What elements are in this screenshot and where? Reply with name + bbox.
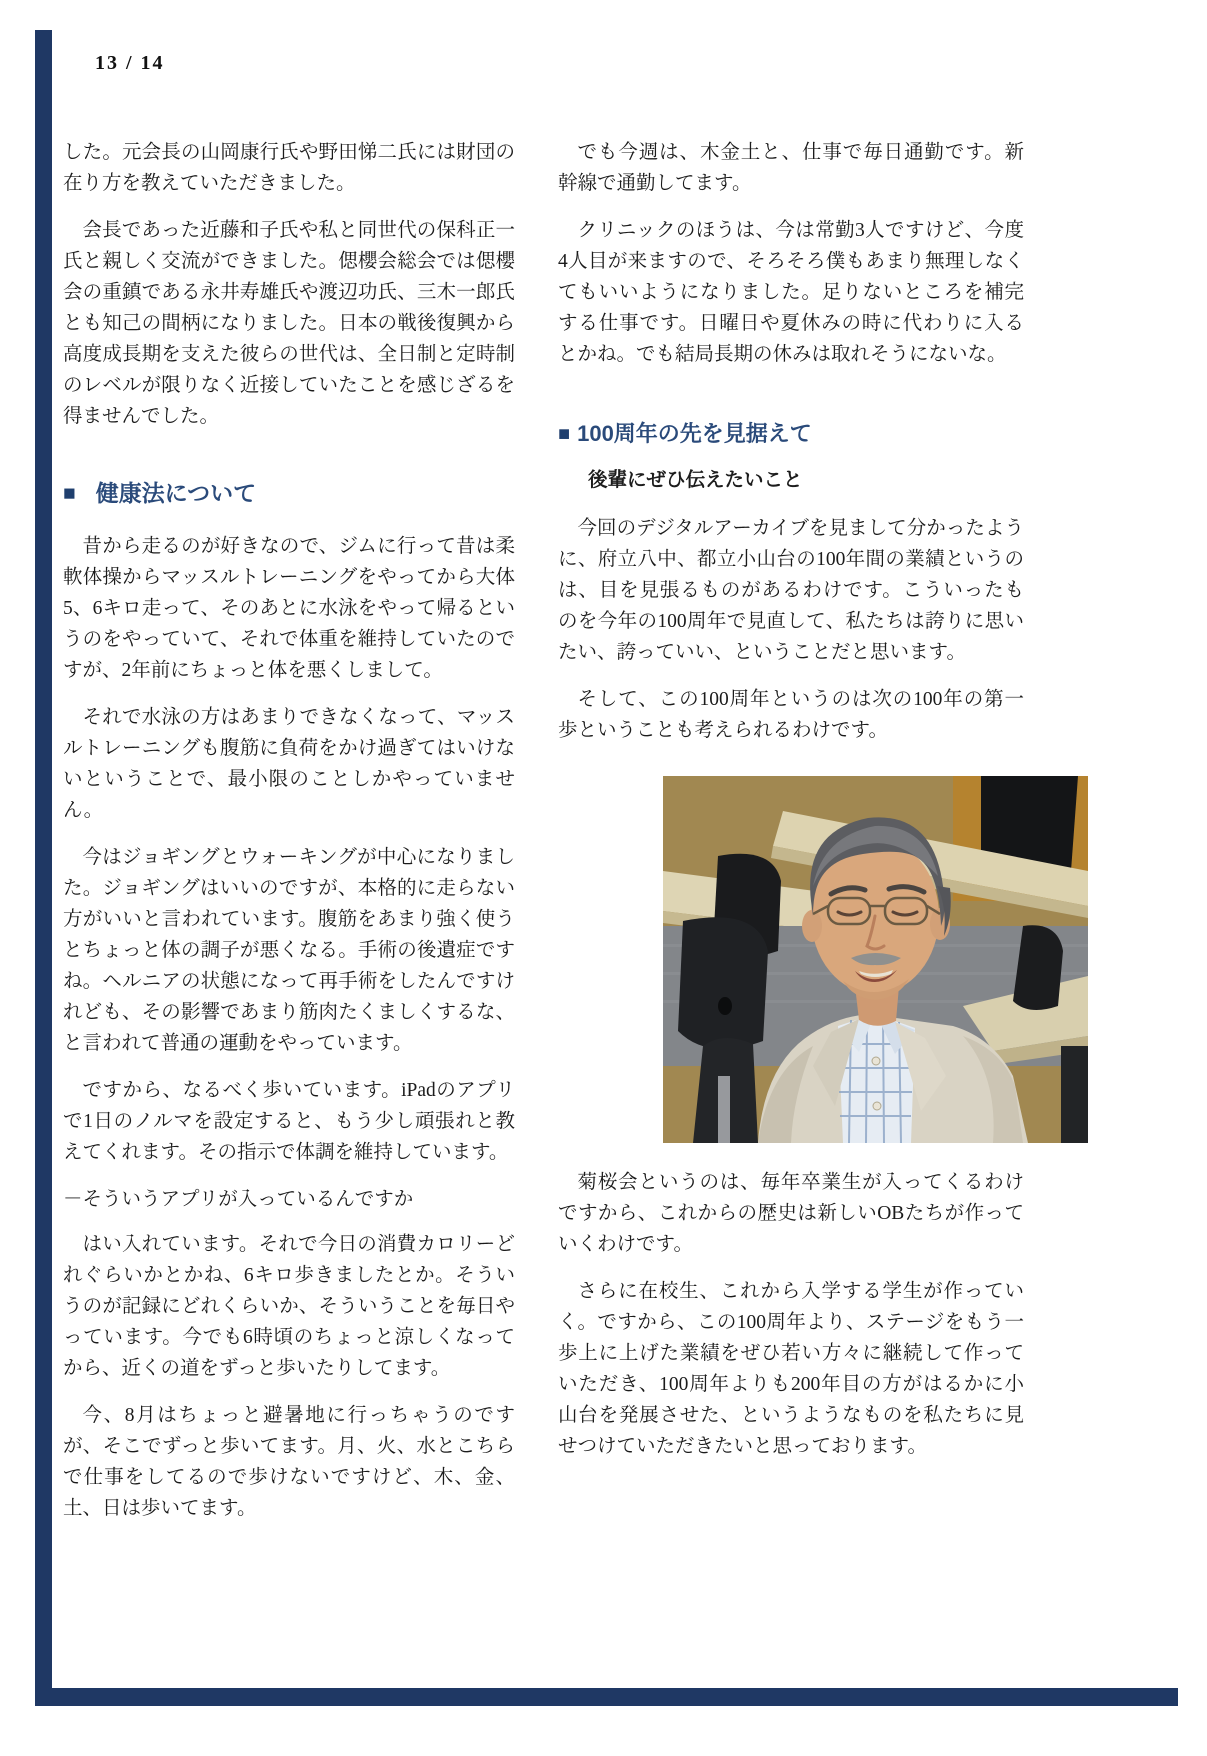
section-heading-centennial: [558, 418, 1024, 449]
body-paragraph: はい入れています。それで今日の消費カロリーどれぐらいかとかね、6キロ歩きましたとか。そういうのが記録にどれくらいか、そういうことを毎日やっています。今でも6時頃のちょっと涼しくなってから、近くの道をずっと歩いたりしてます。: [63, 1234, 515, 1379]
body-paragraph: した。元会長の山岡康行氏や野田悌二氏には財団の在り方を教えていただきました。: [63, 142, 515, 194]
body-paragraph: さらに在校生、これから入学する学生が作っていく。ですから、この100周年より、ステージをもう一歩上に上げた業績をぜひ若い方々に継続して作っていただき、100周年よりも200年目の方がはるかに小山台を発展させた、というようなものを私たちに見せつけていただきたいと思っております。: [558, 1281, 1024, 1457]
left-column: [63, 137, 515, 1540]
page-number: 13 / 14: [95, 52, 165, 74]
subsection-heading: 後輩にぜひ伝えたいこと: [588, 469, 803, 491]
body-paragraph: 昔から走るのが好きなので、ジムに行って昔は柔軟体操からマッスルトレーニングをやってから大体5、6キロ走って、そのあとに水泳をやって帰るというのをやっていて、それで体重を維持していたのですが、2年前にちょっと体を悪くしまして。: [63, 536, 515, 681]
body-paragraph: 今はジョギングとウォーキングが中心になりました。ジョギングはいいのですが、本格的に走らない方がいいと言われています。腹筋をあまり強く使うとちょっと体の調子が悪くなる。手術の後遺症ですね。ヘルニアの状態になって再手術をしたんですけれども、その影響であまり筋肉たくましくするな、と言われて普通の運動をやっています。: [63, 847, 515, 1054]
interviewer-question: －そういうアプリが入っているんですか: [63, 1189, 414, 1210]
section-heading-label: 100周年の先を見据えて: [577, 421, 812, 446]
body-paragraph: 菊桜会というのは、毎年卒業生が入ってくるわけですから、これからの歴史は新しいOBたちが作っていくわけです。: [558, 1172, 1024, 1255]
square-bullet-icon: ■: [63, 482, 76, 505]
body-paragraph: クリニックのほうは、今は常勤3人ですけど、今度4人目が来ますので、そろそろ僕もあまり無理しなくてもいいようになりました。足りないところを補完する仕事です。日曜日や夏休みの時に代わりに入るとかね。でも結局長期の休みは取れそうにないな。: [558, 220, 1024, 365]
body-paragraph: 今回のデジタルアーカイブを見まして分かったように、府立八中、都立小山台の100年間の業績というのは、目を見張るものがあるわけです。こういったものを今年の100周年で見直して、私たちは誇りに思いたい、誇っていい、ということだと思います。: [558, 518, 1024, 663]
page-border-bottom: [35, 1688, 1178, 1706]
square-bullet-icon: ■: [558, 422, 571, 445]
page-border-left: [35, 30, 52, 1706]
body-paragraph: でも今週は、木金土と、仕事で毎日通勤です。新幹線で通勤してます。: [558, 142, 1024, 194]
body-paragraph: それで水泳の方はあまりできなくなって、マッスルトレーニングも腹筋に負荷をかけ過ぎてはいけないということで、最小限のことしかやっていません。: [63, 707, 515, 821]
right-column: [558, 137, 1024, 1478]
section-heading-health: [63, 478, 515, 509]
body-paragraph: 今、8月はちょっと避暑地に行っちゃうのですが、そこでずっと歩いてます。月、火、水とこちらで仕事をしてるので歩けないですけど、木、金、土、日は歩いてます。: [63, 1405, 515, 1519]
body-paragraph: そして、この100周年というのは次の100年の第一歩ということも考えられるわけです。: [558, 689, 1024, 741]
body-paragraph: ですから、なるべく歩いています。iPadのアプリで1日のノルマを設定すると、もう少し頑張れと教えてくれます。その指示で体調を維持しています。: [63, 1080, 515, 1163]
body-paragraph: 会長であった近藤和子氏や私と同世代の保科正一氏と親しく交流ができました。偲櫻会総会では偲櫻会の重鎮である永井寿雄氏や渡辺功氏、三木一郎氏とも知己の間柄になりました。日本の戦後復興から高度成長期を支えた彼らの世代は、全日制と定時制のレベルが限りなく近接していたことを感じざるを得ませんでした。: [63, 220, 515, 427]
section-heading-label: 健康法について: [95, 480, 257, 506]
interview-photo: [663, 776, 1088, 1143]
